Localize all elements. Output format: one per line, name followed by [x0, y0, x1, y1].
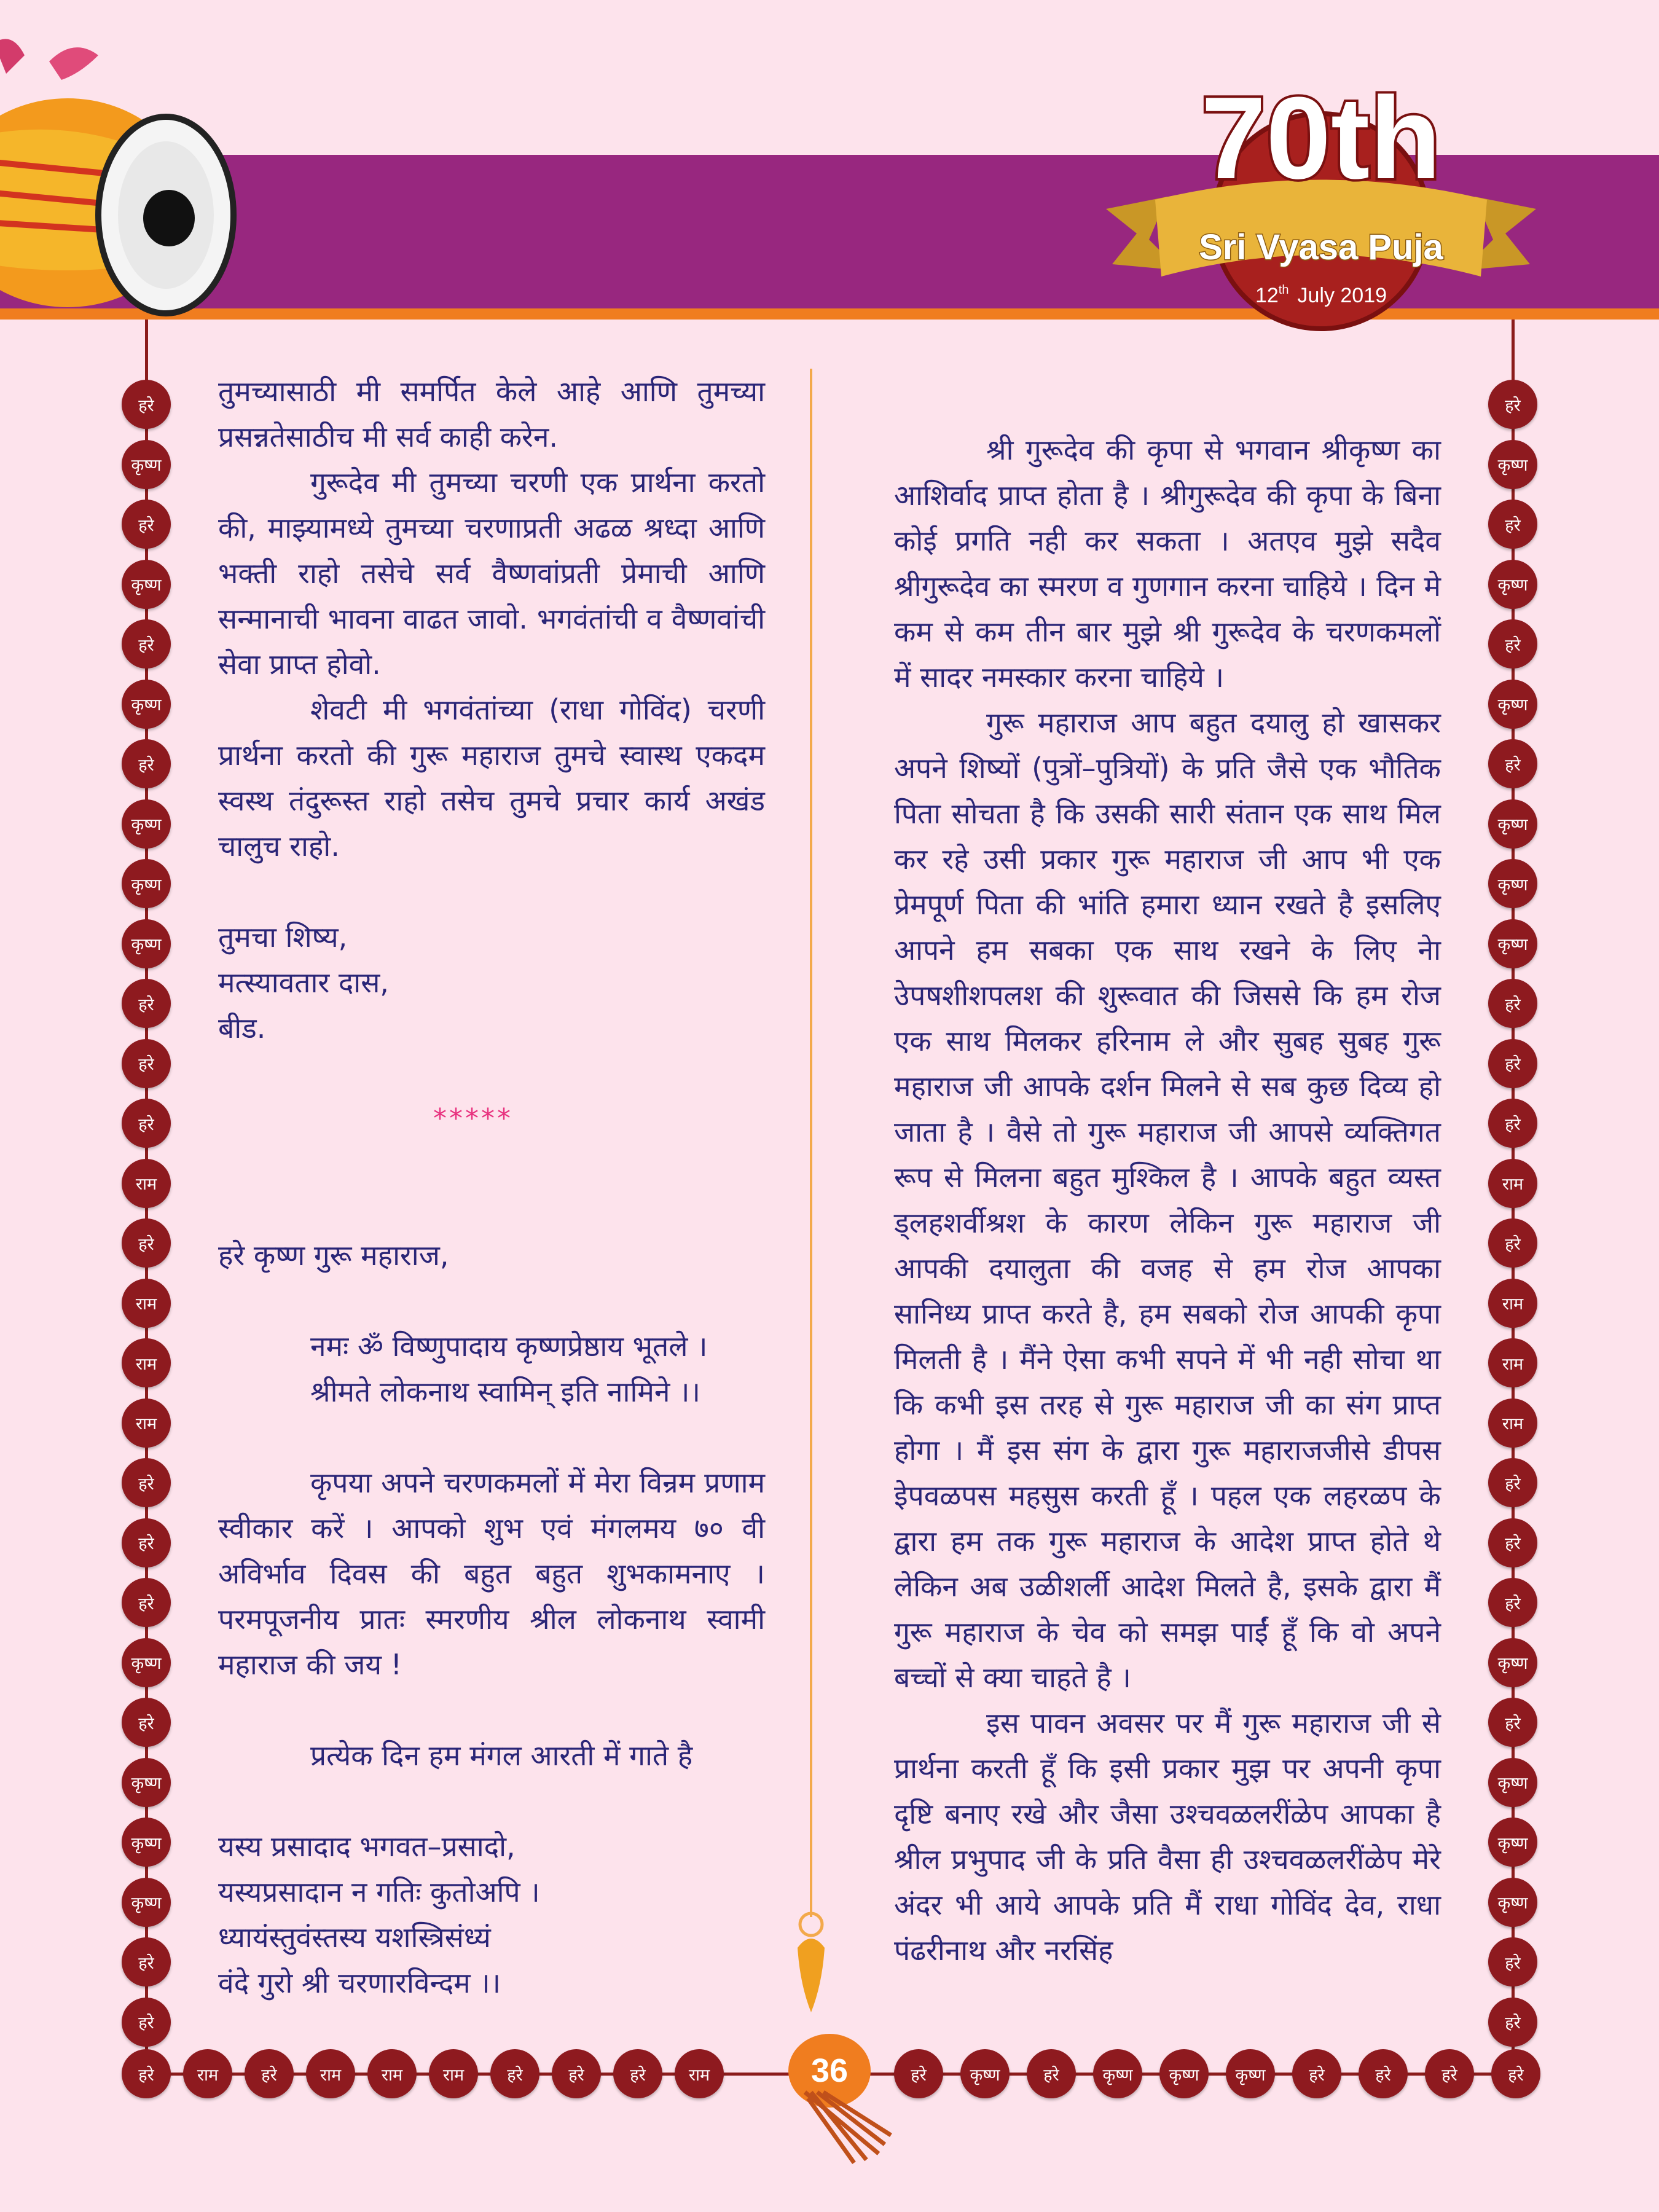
garland-bead: राम — [122, 1279, 171, 1328]
garland-bead: हरे — [1488, 979, 1537, 1028]
garland-bead: हरे — [894, 2049, 943, 2098]
garland-bead: हरे — [1488, 380, 1537, 429]
signature-line: बीड. — [218, 1011, 266, 1045]
garland-bead: कृष्ण — [122, 1878, 171, 1927]
left-paragraph: शेवटी मी भगवंतांच्या (राधा गोविंद) चरणी प्रार्थना करतो की गुरू महाराज तुमचे स्वास्थ एकदम स्वस्थ तंदुरूस्त राहो तसेच तुमचे प्रचार कार्य अखंड चालुच राहो. — [218, 693, 765, 863]
garland-bead: कृष्ण — [1488, 859, 1537, 908]
garland-bead: हरे — [122, 2049, 171, 2098]
garland-bead: कृष्ण — [960, 2049, 1010, 2098]
garland-bead: कृष्ण — [1488, 440, 1537, 489]
garland-bead: राम — [122, 1159, 171, 1208]
garland-bead: राम — [122, 1338, 171, 1387]
garland-bead: राम — [122, 1398, 171, 1448]
garland-bead: कृष्ण — [122, 440, 171, 489]
garland-bead: कृष्ण — [122, 1758, 171, 1807]
garland-bead: हरे — [122, 979, 171, 1028]
garland-bead: हरे — [122, 1518, 171, 1567]
garland-bead: हरे — [122, 1698, 171, 1747]
verse-line: ध्यायंस्तुवंस्तस्य यशस्त्रिसंध्यं — [218, 1921, 491, 1954]
mantra-line: श्रीमते लोकनाथ स्वामिन् इति नामिने ।। — [310, 1375, 700, 1408]
garland-bead: हरे — [122, 1039, 171, 1088]
garland-bead: हरे — [1491, 2049, 1540, 2098]
garland-bead: राम — [1488, 1279, 1537, 1328]
garland-bead: कृष्ण — [122, 1638, 171, 1687]
garland-bead: हरे — [122, 619, 171, 669]
verse-line: वंदे गुरो श्री चरणारविन्दम ।। — [218, 1966, 501, 1999]
garland-bead: कृष्ण — [1488, 1878, 1537, 1927]
garland-bead: कृष्ण — [122, 560, 171, 609]
garland-bead: कृष्ण — [122, 799, 171, 849]
separator-stars: ***** — [433, 1103, 513, 1134]
garland-bead: राम — [1488, 1398, 1537, 1448]
garland-bead: हरे — [122, 1218, 171, 1268]
garland-bead: राम — [1488, 1159, 1537, 1208]
left-paragraph: प्रत्येक दिन हम मंगल आरती में गाते है — [310, 1739, 693, 1772]
garland-bead: राम — [1488, 1338, 1537, 1387]
garland-bead: हरे — [1488, 619, 1537, 669]
garland-bead: हरे — [1488, 1698, 1537, 1747]
garland-bead: हरे — [1488, 1099, 1537, 1148]
garland-bead: हरे — [122, 500, 171, 549]
right-column — [894, 427, 1441, 1973]
garland-bead: कृष्ण — [1488, 680, 1537, 729]
badge-title: Sri Vyasa Puja — [1199, 227, 1443, 267]
garland-bead: हरे — [1488, 1998, 1537, 2047]
garland-bead: हरे — [552, 2049, 601, 2098]
garland-bead: हरे — [122, 380, 171, 429]
mantra-line: नमः ॐ विष्णुपादाय कृष्णप्रेष्ठाय भूतले । — [310, 1330, 708, 1363]
garland-bead: हरे — [122, 1578, 171, 1627]
garland-bead: हरे — [1488, 1458, 1537, 1507]
garland-bead: हरे — [1027, 2049, 1076, 2098]
right-paragraph: गुरू महाराज आप बहुत दयालु हो खासकर अपने शिष्यों (पुत्रों–पुत्रियों) के प्रति जैसे एक भौतिक पिता सोचता है कि उसकी सारी संतान एक साथ मिल कर रहे उसी प्रकार गुरू महाराज जी आप भी एक प्रेमपूर्ण पिता की भांति हमारा ध्यान रखते है इसलिए आपने हम सबका एक साथ रखने के लिए नेा उेपषशीशपलश की शुरूवात की जिससे कि हम रोज एक साथ मिलकर हरिनाम ले और सुबह सुबह गुरू महाराज जी आपके दर्शन मिलने से सब कुछ दिव्य हो जाता है । वैसे तो गुरू महाराज जी आपसे व्यक्तिगत रूप से मिलना बहुत मुश्किल है । आपके बहुत व्यस्त ड्लहशर्वीश्रश के कारण लेकिन गुरू महाराज जी आपकी दयालुता की वजह से हम रोज आपका सानिध्य प्राप्त करते है, हम सबको रोज आपकी कृपा मिलती है । मैंने ऐसा कभी सपने में भी नही सोचा था कि कभी इस तरह से गुरू महाराज जी का संग प्राप्त होगा । मैं इस संग के द्वारा गुरू महाराजजीसे डीपस इेपवळपस महसुस करती हूँ । पहल एक लहरळप के द्वारा हम तक गुरू महाराज के आदेश प्राप्त होते थे लेकिन अब उळीशर्ली आदेश मिलते है, इसके द्वारा मैं गुरू महाराज के चेव को समझ पाईं हूँ कि वो अपने बच्चों से क्या चाहते है । — [894, 706, 1441, 1694]
garland-bead: हरे — [245, 2049, 294, 2098]
garland-bead: कृष्ण — [1488, 560, 1537, 609]
garland-bead: कृष्ण — [1488, 1758, 1537, 1807]
garland-bead: हरे — [1488, 1937, 1537, 1986]
garland-bead: हरे — [1488, 1039, 1537, 1088]
mridanga-drum-icon — [0, 37, 276, 356]
badge-date: 12th July 2019 — [1255, 283, 1387, 307]
divider-drop-icon — [793, 1911, 830, 2015]
garland-bead: हरे — [1359, 2049, 1408, 2098]
garland-bead: कृष्ण — [122, 859, 171, 908]
left-paragraph: गुरूदेव मी तुमच्या चरणी एक प्रार्थना करतो की, माझ्यामध्ये तुमच्या चरणाप्रती अढळ श्रध्दा आणि भक्ती राहो तसेचे सर्व वैष्णवांप्रती प्रेमाची आणि सन्मानाची भावना वाढत जावो. भगवंतांची व वैष्णवांची सेवा प्राप्त होवो. — [218, 466, 765, 681]
verse-line: यस्य प्रसादाद भगवत–प्रसादो, — [218, 1830, 516, 1863]
left-paragraph: तुमच्यासाठी मी समर्पित केले आहे आणि तुमच्या प्रसन्नतेसाठीच मी सर्व काही करेन. — [218, 375, 765, 453]
verse-line: यस्यप्रसादान न गतिः कुतोअपि । — [218, 1875, 540, 1908]
garland-bead: कृष्ण — [122, 919, 171, 968]
garland-bead: हरे — [1488, 1578, 1537, 1627]
right-paragraph: इस पावन अवसर पर मैं गुरू महाराज जी से प्रार्थना करती हूँ कि इसी प्रकार मुझ पर अपनी कृपा दृष्टि बनाए रखे और जैसा उश्चवळलरींळेप आपका है श्रील प्रभुपाद जी के प्रति वैसा ही उश्चवळलरींळेप मेरे अंदर भी आये आपके प्रति मैं राधा गोविंद देव, राधा पंढरीनाथ और नरसिंह — [894, 1706, 1441, 1967]
column-divider — [810, 369, 812, 1917]
signature-line: मत्स्यावतार दास, — [218, 966, 389, 999]
garland-bead: कृष्ण — [122, 1818, 171, 1867]
garland-bead: कृष्ण — [1488, 1818, 1537, 1867]
page-tassel-icon — [793, 2086, 897, 2166]
garland-bead: हरे — [1425, 2049, 1474, 2098]
badge-number: 70th — [1201, 73, 1441, 203]
garland-bead: हरे — [490, 2049, 539, 2098]
garland-bead: कृष्ण — [1488, 799, 1537, 849]
page-number: 36 — [788, 2034, 871, 2108]
garland-bead: कृष्ण — [122, 680, 171, 729]
garland-bead: राम — [306, 2049, 355, 2098]
garland-bead: राम — [183, 2049, 232, 2098]
garland-bead: हरे — [122, 739, 171, 788]
vyasa-puja-badge — [1100, 68, 1542, 363]
garland-bead: कृष्ण — [1488, 919, 1537, 968]
garland-bead: हरे — [1488, 1218, 1537, 1268]
garland-bead: कृष्ण — [1488, 1638, 1537, 1687]
letter-greeting: हरे कृष्ण गुरू महाराज, — [218, 1239, 449, 1272]
garland-bead: हरे — [122, 1099, 171, 1148]
garland-bead: राम — [367, 2049, 417, 2098]
garland-bead: राम — [675, 2049, 724, 2098]
garland-bead: हरे — [1488, 1518, 1537, 1567]
garland-bead: हरे — [1488, 500, 1537, 549]
garland-bead: हरे — [122, 1998, 171, 2047]
garland-bead: कृष्ण — [1093, 2049, 1142, 2098]
garland-bead: राम — [429, 2049, 478, 2098]
garland-bead: हरे — [1292, 2049, 1341, 2098]
left-paragraph: कृपया अपने चरणकमलों में मेरा विन्रम प्रणाम स्वीकार करें । आपको शुभ एवं मंगलमय ७० वी अविर्भाव दिवस की बहुत बहुत शुभकामनाए । परमपूजनीय प्रातः स्मरणीय श्रील लोकनाथ स्वामी महाराज की जय ! — [218, 1466, 765, 1681]
garland-bead: हरे — [122, 1937, 171, 1986]
left-column — [218, 369, 765, 2006]
garland-bead: हरे — [122, 1458, 171, 1507]
garland-bead: हरे — [1488, 739, 1537, 788]
garland-bead: कृष्ण — [1226, 2049, 1275, 2098]
right-paragraph: श्री गुरूदेव की कृपा से भगवान श्रीकृष्ण का आशिर्वाद प्राप्त होता है । श्रीगुरूदेव की कृपा के बिना कोई प्रगति नही कर सकता । अतएव मुझे सदैव श्रीगुरूदेव का स्मरण व गुणगान करना चाहिये । दिन मे कम से कम तीन बार मुझे श्री गुरूदेव के चरणकमलों में सादर नमस्कार करना चाहिये । — [894, 433, 1441, 694]
signature-line: तुमचा शिष्य, — [218, 920, 348, 954]
garland-bead: हरे — [613, 2049, 662, 2098]
garland-bead: कृष्ण — [1159, 2049, 1209, 2098]
